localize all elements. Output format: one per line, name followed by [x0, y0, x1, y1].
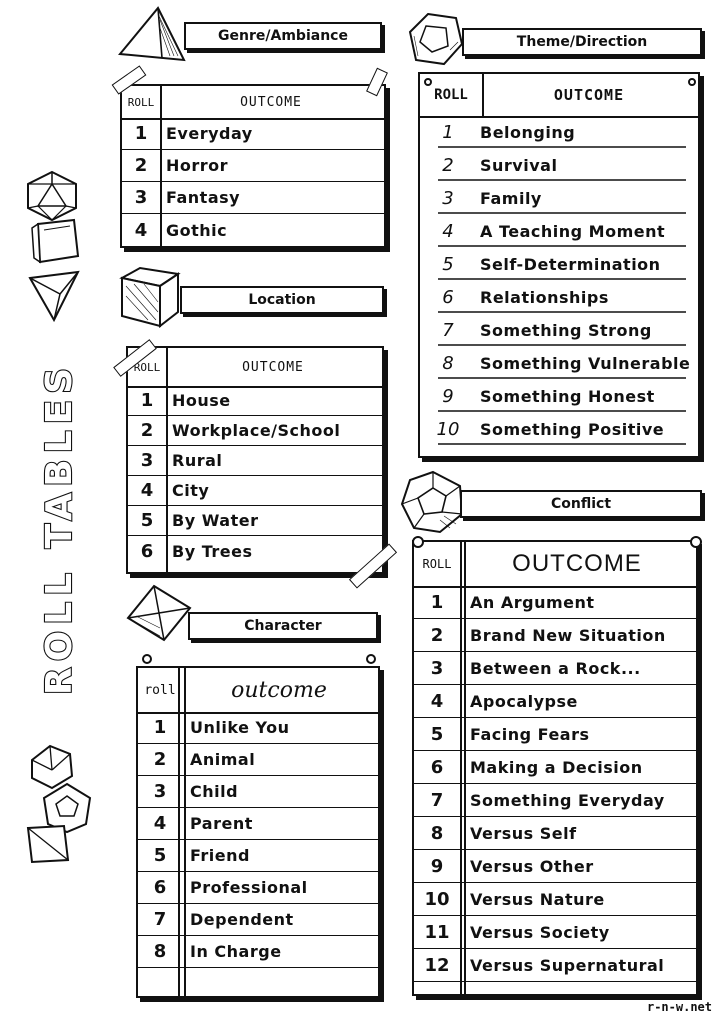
- table-header: [414, 542, 696, 588]
- pushpin-icon: [142, 654, 152, 664]
- d20-dice-icon: [24, 170, 80, 222]
- table-row: [138, 776, 378, 808]
- table-row: [414, 883, 696, 916]
- outcome-text: Something Honest: [480, 387, 655, 406]
- table-row: [414, 652, 696, 685]
- character-heading: Character: [244, 618, 322, 634]
- outcome-text: Versus Other: [470, 856, 594, 876]
- d6-dice-icon: [116, 264, 182, 328]
- table-row: [128, 416, 382, 446]
- outcome-text: Facing Fears: [470, 724, 590, 744]
- roll-number: 3: [140, 450, 154, 471]
- table-row: [414, 850, 696, 883]
- conflict-heading: Conflict: [550, 496, 612, 512]
- table-row: [414, 718, 696, 751]
- roll-number: 10: [436, 419, 460, 440]
- table-row: [138, 840, 378, 872]
- table-header: [138, 668, 378, 714]
- table-row: [414, 817, 696, 850]
- outcome-text: Belonging: [480, 123, 576, 142]
- outcome-text: Rural: [172, 451, 223, 470]
- roll-column-header: ROLL: [422, 557, 452, 571]
- roll-number: 1: [153, 717, 167, 738]
- outcome-text: Family: [480, 189, 542, 208]
- outcome-text: Dependent: [190, 910, 294, 929]
- roll-number: 7: [430, 789, 444, 811]
- roll-number: 1: [134, 123, 148, 144]
- character-heading-banner: [188, 612, 378, 640]
- table-row: [128, 476, 382, 506]
- roll-number: 1: [140, 390, 154, 411]
- table-row: [414, 916, 696, 949]
- roll-column-header: ROLL: [133, 360, 161, 374]
- roll-number: 9: [430, 855, 444, 877]
- roll-number: 4: [153, 813, 167, 834]
- roll-number: 11: [424, 921, 450, 943]
- outcome-column-header: OUTCOME: [240, 94, 302, 110]
- roll-number: 5: [140, 510, 154, 531]
- roll-number: 3: [430, 657, 444, 679]
- outcome-column-header: OUTCOME: [242, 359, 304, 375]
- outcome-text: Parent: [190, 814, 253, 833]
- outcome-text: Something Positive: [480, 420, 665, 439]
- roll-number: 3: [134, 187, 148, 208]
- roll-number: 1: [430, 591, 444, 613]
- outcome-text: Versus Supernatural: [470, 955, 665, 975]
- outcome-column-header: OUTCOME: [553, 86, 625, 104]
- outcome-text: Something Vulnerable: [480, 354, 691, 373]
- character-roll-table: [136, 666, 380, 998]
- d4-dice-icon: [116, 6, 186, 68]
- roll-number: 4: [134, 219, 148, 241]
- outcome-text: Self-Determination: [480, 255, 661, 274]
- outcome-text: Versus Self: [470, 823, 577, 843]
- roll-number: 9: [442, 386, 454, 407]
- pushpin-icon: [688, 78, 696, 86]
- table-row: [122, 182, 384, 214]
- outcome-text: Unlike You: [190, 718, 290, 737]
- d8-dice-icon: [24, 822, 72, 866]
- roll-number: 3: [442, 188, 454, 209]
- outcome-text: Brand New Situation: [470, 625, 666, 645]
- table-row: [138, 936, 378, 968]
- roll-number: 8: [153, 941, 167, 962]
- d12-dice-icon: [408, 12, 464, 68]
- table-row: [122, 118, 384, 150]
- roll-number: 4: [442, 221, 454, 242]
- table-row: [128, 536, 382, 566]
- conflict-heading-banner: [460, 490, 702, 518]
- outcome-text: Between a Rock...: [470, 658, 641, 678]
- pushpin-icon: [412, 536, 424, 548]
- roll-number: 8: [430, 822, 444, 844]
- roll-number: 4: [430, 690, 444, 712]
- table-row: [414, 619, 696, 652]
- outcome-text: Survival: [480, 156, 558, 175]
- outcome-text: Versus Nature: [470, 889, 605, 909]
- pushpin-icon: [366, 654, 376, 664]
- roll-number: 6: [430, 756, 444, 778]
- roll-number: 6: [140, 540, 154, 562]
- outcome-text: Relationships: [480, 288, 609, 307]
- roll-number: 6: [153, 877, 167, 898]
- row-underlines: [420, 74, 700, 458]
- d8-dice-icon: [124, 584, 194, 644]
- roll-number: 10: [424, 888, 450, 910]
- outcome-text: Something Strong: [480, 321, 652, 340]
- table-row: [128, 446, 382, 476]
- pushpin-icon: [690, 536, 702, 548]
- table-row: [414, 685, 696, 718]
- location-roll-table: [126, 346, 384, 574]
- outcome-text: Something Everyday: [470, 790, 665, 810]
- outcome-text: Versus Society: [470, 922, 610, 942]
- outcome-text: Child: [190, 782, 239, 801]
- table-row: [138, 712, 378, 744]
- outcome-text: Animal: [190, 750, 256, 769]
- roll-number: 3: [153, 781, 167, 802]
- outcome-text: House: [172, 391, 231, 410]
- table-row: [138, 904, 378, 936]
- outcome-text: Professional: [190, 878, 308, 897]
- table-row: [414, 784, 696, 817]
- genre-heading-banner: [184, 22, 382, 50]
- roll-number: 2: [430, 624, 444, 646]
- roll-number: 7: [153, 909, 167, 930]
- roll-number: 5: [442, 254, 454, 275]
- outcome-text: A Teaching Moment: [480, 222, 666, 241]
- roll-number: 2: [442, 155, 454, 176]
- outcome-text: Horror: [166, 156, 229, 175]
- page-title-text: ROLL TABLES: [39, 361, 81, 695]
- location-heading: Location: [248, 292, 316, 308]
- roll-number: 6: [442, 287, 454, 308]
- theme-roll-table: [418, 72, 700, 458]
- outcome-text: Everyday: [166, 124, 253, 143]
- roll-number: 2: [134, 155, 148, 176]
- outcome-text: By Trees: [172, 541, 253, 561]
- outcome-column-header: OUTCOME: [512, 550, 642, 577]
- outcome-text: Making a Decision: [470, 757, 643, 777]
- table-row: [128, 506, 382, 536]
- table-row: [414, 949, 696, 982]
- page-title: [40, 338, 80, 718]
- location-heading-banner: [180, 286, 384, 314]
- table-row: [138, 808, 378, 840]
- d4-dice-icon: [26, 268, 82, 322]
- table-row: [414, 751, 696, 784]
- roll-number: 1: [442, 122, 454, 143]
- roll-number: 8: [442, 353, 454, 374]
- pushpin-icon: [424, 78, 432, 86]
- d6-dice-icon: [30, 216, 82, 266]
- table-row: [122, 214, 384, 246]
- genre-heading: Genre/Ambiance: [218, 28, 348, 44]
- roll-column-header: ROLL: [434, 87, 468, 103]
- outcome-text: By Water: [172, 511, 259, 530]
- outcome-text: In Charge: [190, 942, 282, 961]
- roll-number: 2: [153, 749, 167, 770]
- roll-column-header: roll: [144, 682, 176, 698]
- table-row: [138, 744, 378, 776]
- outcome-text: Gothic: [166, 220, 228, 240]
- outcome-text: Friend: [190, 846, 250, 865]
- outcome-text: An Argument: [470, 592, 595, 612]
- roll-number: 2: [140, 420, 154, 441]
- roll-number: 5: [430, 723, 444, 745]
- outcome-text: City: [172, 481, 210, 500]
- genre-roll-table: [120, 84, 386, 248]
- outcome-text: Fantasy: [166, 188, 241, 207]
- roll-column-header: ROLL: [127, 95, 155, 109]
- table-row: [128, 386, 382, 416]
- roll-number: 5: [153, 845, 167, 866]
- table-row: [138, 872, 378, 904]
- outcome-text: Apocalypse: [470, 691, 578, 711]
- conflict-roll-table: [412, 540, 698, 996]
- table-row: [122, 150, 384, 182]
- theme-heading: Theme/Direction: [516, 34, 648, 50]
- table-row: [414, 586, 696, 619]
- d12-dice-icon: [400, 470, 466, 534]
- outcome-text: Workplace/School: [172, 421, 341, 440]
- site-credit: r-n-w.net: [646, 1000, 712, 1014]
- roll-number: 4: [140, 480, 154, 501]
- roll-number: 7: [442, 320, 454, 341]
- roll-number: 12: [424, 954, 450, 976]
- theme-heading-banner: [462, 28, 702, 56]
- outcome-column-header: outcome: [231, 677, 327, 703]
